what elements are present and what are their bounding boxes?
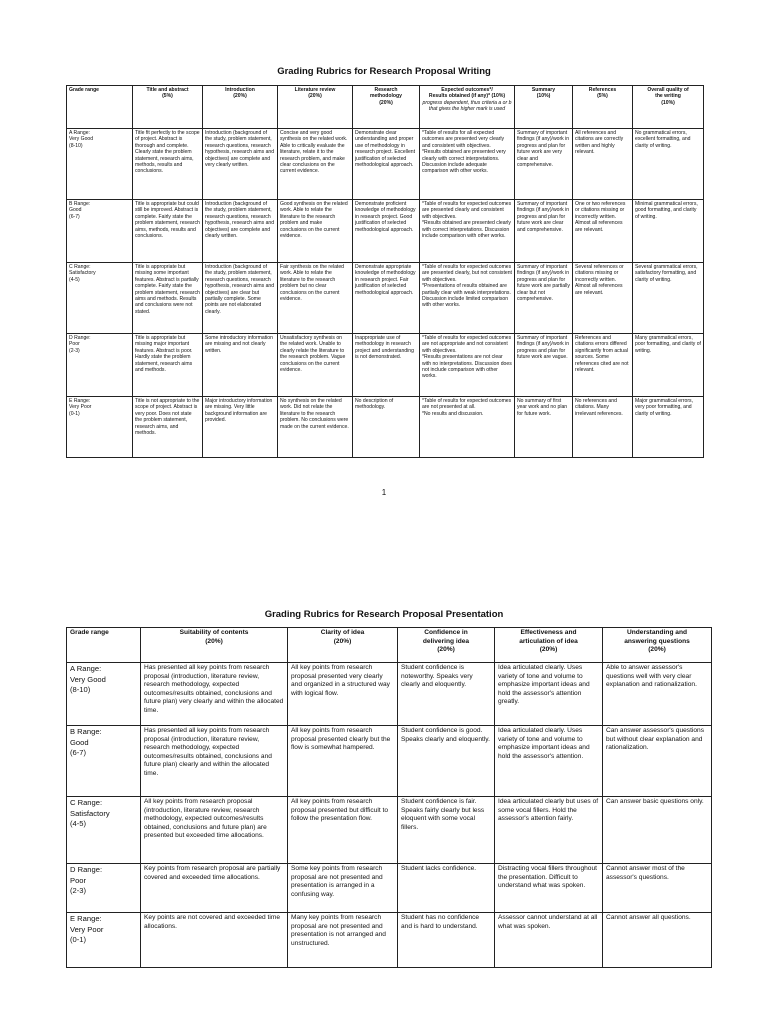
writing-rubric-title: Grading Rubrics for Research Proposal Writing xyxy=(277,66,491,77)
grade-cell: D Range: Poor (2-3) xyxy=(67,334,133,397)
understanding-cell: Can answer basic questions only. xyxy=(603,797,712,864)
literature-review-cell: Good synthesis on the related work. Able to relate the literature to the research problem and make conclusions on the current evidence. xyxy=(278,200,353,263)
table-row xyxy=(67,864,712,913)
confidence-cell: Student lacks confidence. xyxy=(398,864,495,913)
effectiveness-cell: Idea articulated clearly but uses of some vocal fillers. Hold the assessor's attention fairly. xyxy=(495,797,603,864)
suitability-cell: All key points from research proposal (introduction, literature review, research methodology, expected outcomes/results obtained, conclusions and future plan) are presented but exceeded time allocations. xyxy=(141,797,288,864)
grade-cell: E Range: Very Poor (0-1) xyxy=(67,397,133,458)
page-number: 1 xyxy=(381,488,387,497)
presentation-rubric-title: Grading Rubrics for Research Proposal Presentation xyxy=(264,609,504,620)
table-row xyxy=(67,663,712,726)
introduction-cell: Some introductory information are missing and not clearly written. xyxy=(203,334,278,397)
literature-review-header: Literature review (20%) xyxy=(278,86,353,129)
literature-review-cell: No synthesis on the related work. Did not relate the literature to the research problem. No conclusions were made on the current evidence. xyxy=(278,397,353,458)
understanding-header: Understanding and answering questions (20%) xyxy=(603,628,712,663)
confidence-cell: Student has no confidence and is hard to understand. xyxy=(398,913,495,968)
effectiveness-cell: Idea articulated clearly. Uses variety of tone and volume to emphasize important ideas and hold the assessor's attention greatly. xyxy=(495,663,603,726)
overall-quality-cell: Minimal grammatical errors, good formatting, and clarity of writing. xyxy=(633,200,704,263)
methodology-cell: Inappropriate use of methodology in research project and understanding is not demonstrated. xyxy=(353,334,420,397)
grade-cell: B Range: Good (6-7) xyxy=(67,200,133,263)
clarity-cell: All key points from research proposal presented very clearly and organized in a structured way with logical flow. xyxy=(288,663,398,726)
suitability-cell: Has presented all key points from research proposal (introduction, literature review, research methodology, expected outcomes/results obtained, conclusions and future plan) very clearly and within the allocated time. xyxy=(141,663,288,726)
title-abstract-cell: Title is appropriate but could still be improved. Abstract is complete. Fairly state the problem statement, research aims, methods, results and conclusions. xyxy=(133,200,203,263)
expected-outcomes-header: Expected outcomes*/ Results obtained (if any)* (10%) progress dependent, thus criteria a or b that gives the higher mark is used xyxy=(420,86,515,129)
literature-review-cell: Concise and very good synthesis on the related work. Able to critically evaluate the literature, relate it to the research problem, and make clear conclusions on the current evidence. xyxy=(278,129,353,200)
confidence-cell: Student confidence is fair. Speaks fairly clearly but less eloquent with some vocal fillers. xyxy=(398,797,495,864)
overall-quality-header: Overall quality of the writing (10%) xyxy=(633,86,704,129)
grade-cell: A Range: Very Good (8-10) xyxy=(67,129,133,200)
literature-review-cell: Unsatisfactory synthesis on the related work. Unable to clearly relate the literature to the research problem. Vague conclusions on the current evidence. xyxy=(278,334,353,397)
table-row xyxy=(67,913,712,968)
table-row xyxy=(67,397,704,458)
overall-quality-cell: No grammatical errors, excellent formatting, and clarity of writing. xyxy=(633,129,704,200)
summary-header: Summary (10%) xyxy=(515,86,573,129)
table-row xyxy=(67,334,704,397)
grade-range-header: Grade range xyxy=(67,628,141,663)
methodology-cell: Demonstrate appropriate knowledge of methodology in research project. Fair justification of selected methodological approach. xyxy=(353,263,420,334)
grade-range-header: Grade range xyxy=(67,86,133,129)
understanding-cell: Can answer assessor's questions but without clear explanation and rationalization. xyxy=(603,726,712,797)
effectiveness-cell: Idea articulated clearly. Uses variety of tone and volume to emphasize important ideas and hold the assessor's attention. xyxy=(495,726,603,797)
table-header-row xyxy=(67,628,712,663)
confidence-cell: Student confidence is good. Speaks clearly and eloquently. xyxy=(398,726,495,797)
grade-cell: D Range: Poor (2-3) xyxy=(67,864,141,913)
understanding-cell: Cannot answer most of the assessor's questions. xyxy=(603,864,712,913)
writing-rubric-table xyxy=(66,85,704,458)
confidence-header: Confidence in delivering idea (20%) xyxy=(398,628,495,663)
clarity-cell: Some key points from research proposal are not presented and presentation is arranged in a confusing way. xyxy=(288,864,398,913)
methodology-header: Research methodology (20%) xyxy=(353,86,420,129)
title-abstract-cell: Title is appropriate but missing some important features. Abstract is partially complete. Fairly state the problem statement, research aims and methods. Results and conclusions were not stated. xyxy=(133,263,203,334)
expected-outcomes-cell: *Table of results for expected outcomes are presented clearly, but not consistent with objectives. *Presentations of results obtained are partially clear with weak interpretations. Discussion include limited comparison with other works. xyxy=(420,263,515,334)
clarity-cell: All key points from research proposal presented but difficult to follow the presentation flow. xyxy=(288,797,398,864)
clarity-cell: Many key points from research proposal are not presented and presentation is not arranged and unstructured. xyxy=(288,913,398,968)
presentation-rubric-table xyxy=(66,627,712,968)
understanding-cell: Cannot answer all questions. xyxy=(603,913,712,968)
title-abstract-header: Title and abstract (5%) xyxy=(133,86,203,129)
summary-cell: Summary of important findings (if any)/work in progress and plan for future work are very clear and comprehensive. xyxy=(515,129,573,200)
title-abstract-cell: Title fit perfectly to the scope of project. Abstract is thorough and complete. Clearly state the problem statement, research aims, methods, results and conclusions. xyxy=(133,129,203,200)
expected-outcomes-cell: *Table of results for expected outcomes are not appropriate and not consistent with objectives. *Results presentations are not clear with no interpretations. Discussion does not include comparison with other works. xyxy=(420,334,515,397)
suitability-header: Suitability of contents (20%) xyxy=(141,628,288,663)
summary-cell: Summary of important findings (if any)/work in progress and plan for future work are vague. xyxy=(515,334,573,397)
suitability-cell: Has presented all key points from research proposal (introduction, literature review, research methodology, expected outcomes/results obtained, conclusions and future plan) clearly and within the allocated time. xyxy=(141,726,288,797)
methodology-cell: Demonstrate clear understanding and proper use of methodology in research project. Excellent justification of selected methodological approach. xyxy=(353,129,420,200)
introduction-cell: Introduction (background of the study, problem statement, research questions, research hypothesis, research aims and objectives) are complete and very clearly written. xyxy=(203,129,278,200)
references-header: References (5%) xyxy=(573,86,633,129)
effectiveness-cell: Assessor cannot understand at all what was spoken. xyxy=(495,913,603,968)
summary-cell: Summary of important findings (if any)/work in progress and plan for future work are clear and comprehensive. xyxy=(515,200,573,263)
table-row xyxy=(67,263,704,334)
overall-quality-cell: Major grammatical errors, very poor formatting, and clarity of writing. xyxy=(633,397,704,458)
clarity-cell: All key points from research proposal presented clearly but the flow is somewhat hampered. xyxy=(288,726,398,797)
confidence-cell: Student confidence is noteworthy. Speaks very clearly and eloquently. xyxy=(398,663,495,726)
table-header-row xyxy=(67,86,704,129)
expected-outcomes-cell: *Table of results for expected outcomes are not presented at all. *No results and discussion. xyxy=(420,397,515,458)
literature-review-cell: Fair synthesis on the related work. Able to relate the literature to the research problem but no clear conclusions on the current evidence. xyxy=(278,263,353,334)
table-row xyxy=(67,797,712,864)
title-abstract-cell: Title is appropriate but missing major important features. Abstract is poor. Hardly state the problem statement, research aims and methods. xyxy=(133,334,203,397)
introduction-cell: Introduction (background of the study, problem statement, research questions, research hypothesis, research aims and objectives) are clear but partially complete. Some points are not elaborated clearly. xyxy=(203,263,278,334)
expected-outcomes-cell: *Table of results for all expected outcomes are presented very clearly and consistent with objectives. *Results obtained are presented very clearly with correct interpretations. Discussion include adequate comparison with other works. xyxy=(420,129,515,200)
grade-cell: E Range: Very Poor (0-1) xyxy=(67,913,141,968)
references-cell: All references and citations are correctly written and highly relevant. xyxy=(573,129,633,200)
overall-quality-cell: Many grammatical errors, poor formatting, and clarity of writing. xyxy=(633,334,704,397)
summary-cell: Summary of important findings (if any)/work in progress and plan for future work are partially clear but not comprehensive. xyxy=(515,263,573,334)
effectiveness-cell: Distracting vocal fillers throughout the presentation. Difficult to understand what was spoken. xyxy=(495,864,603,913)
references-cell: One or two references or citations missing or incorrectly written. Almost all references are relevant. xyxy=(573,200,633,263)
suitability-cell: Key points are not covered and exceeded time allocations. xyxy=(141,913,288,968)
summary-cell: No summary of first year work and no plan for future work. xyxy=(515,397,573,458)
methodology-cell: Demonstrate proficient knowledge of methodology in research project. Good justification of selected methodological approach. xyxy=(353,200,420,263)
introduction-header: Introduction (20%) xyxy=(203,86,278,129)
grade-cell: C Range: Satisfactory (4-5) xyxy=(67,263,133,334)
effectiveness-header: Effectiveness and articulation of idea (20%) xyxy=(495,628,603,663)
understanding-cell: Able to answer assessor's questions well with very clear explanation and rationalization. xyxy=(603,663,712,726)
grade-cell: C Range: Satisfactory (4-5) xyxy=(67,797,141,864)
clarity-header: Clarity of idea (20%) xyxy=(288,628,398,663)
expected-outcomes-cell: *Table of results for expected outcomes are presented clearly and consistent with objectives. *Results obtained are presented clearly with correct interpretations. Discussion include comparison with other works. xyxy=(420,200,515,263)
table-row xyxy=(67,200,704,263)
references-cell: Several references or citations missing or incorrectly written. Almost all references are relevant. xyxy=(573,263,633,334)
title-abstract-cell: Title is not appropriate to the scope of project. Abstract is very poor. Does not state the problem statement, research aims, and methods. xyxy=(133,397,203,458)
methodology-cell: No description of methodology. xyxy=(353,397,420,458)
table-row xyxy=(67,726,712,797)
introduction-cell: Introduction (background of the study, problem statement, research questions, research hypothesis, research aims and objectives) are complete and clearly written. xyxy=(203,200,278,263)
overall-quality-cell: Several grammatical errors, satisfactory formatting, and clarity of writing. xyxy=(633,263,704,334)
references-cell: No references and citations. Many irrelevant references. xyxy=(573,397,633,458)
references-cell: References and citations errors differed significantly from actual sources. Some references cited are not relevant. xyxy=(573,334,633,397)
grade-cell: A Range: Very Good (8-10) xyxy=(67,663,141,726)
introduction-cell: Major introductory information are missing. Very little background information are provided. xyxy=(203,397,278,458)
grade-cell: B Range: Good (6-7) xyxy=(67,726,141,797)
suitability-cell: Key points from research proposal are partially covered and exceeded time allocations. xyxy=(141,864,288,913)
table-row xyxy=(67,129,704,200)
expected-outcomes-note: progress dependent, thus criteria a or b that gives the higher mark is used xyxy=(422,99,512,113)
